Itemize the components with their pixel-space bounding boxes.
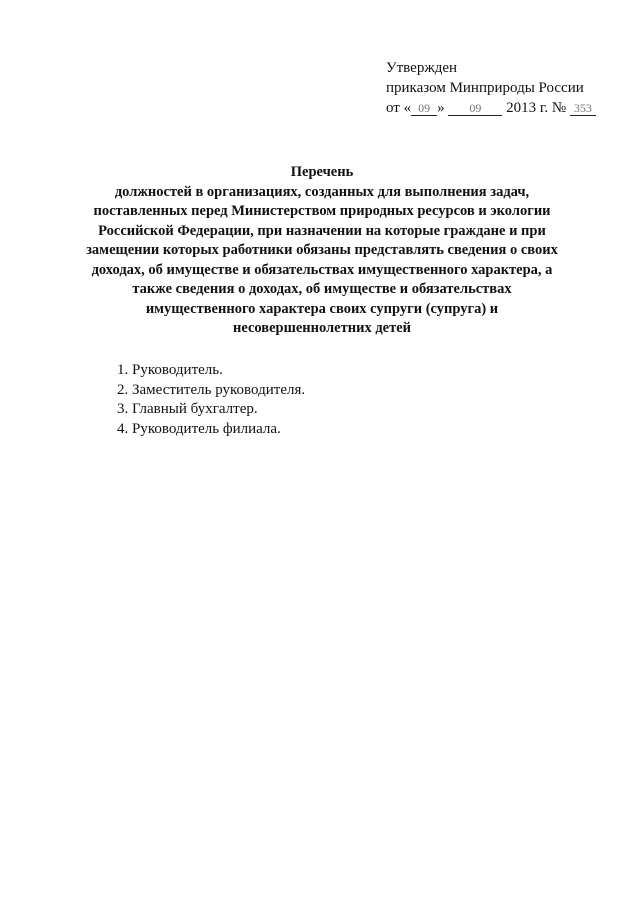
date-month: 09 xyxy=(448,101,502,116)
list-item: 4. Руководитель филиала. xyxy=(117,420,281,437)
title-line: Российской Федерации, при назначении на которые граждане и при xyxy=(98,222,546,239)
title-line: поставленных перед Министерством природных ресурсов и экологии xyxy=(93,203,551,219)
title-line: несовершеннолетних детей xyxy=(232,320,412,336)
date-prefix: от « xyxy=(386,100,412,116)
approval-order: приказом Минприроды России xyxy=(386,80,584,96)
list-item: 1. Руководитель. xyxy=(117,362,223,378)
title-line: должностей в организациях, созданных для выполнения задач, xyxy=(114,183,530,200)
title-line: также сведения о доходах, об имуществе и обязательствах xyxy=(132,281,512,297)
list-item: 2. Заместитель руководителя. xyxy=(117,381,306,398)
date-day: 09 xyxy=(411,101,437,116)
document-heading: Перечень xyxy=(290,164,354,180)
position-list xyxy=(117,361,305,439)
date-quote: » xyxy=(437,100,445,116)
title-line: замещении которых работники обязаны представлять сведения о своих xyxy=(86,242,558,258)
approval-title: Утвержден xyxy=(386,60,458,76)
title-line: имущественного характера своих супруги (супруга) и xyxy=(145,300,499,317)
list-item: 3. Главный бухгалтер. xyxy=(117,401,258,417)
order-number: 353 xyxy=(570,101,596,116)
approval-stamp xyxy=(386,58,626,118)
date-year: 2013 г. № xyxy=(506,100,567,116)
document-title xyxy=(80,163,564,339)
approval-date-line xyxy=(386,98,626,118)
title-line: доходах, об имуществе и обязательствах имущественного характера, а xyxy=(91,261,553,278)
